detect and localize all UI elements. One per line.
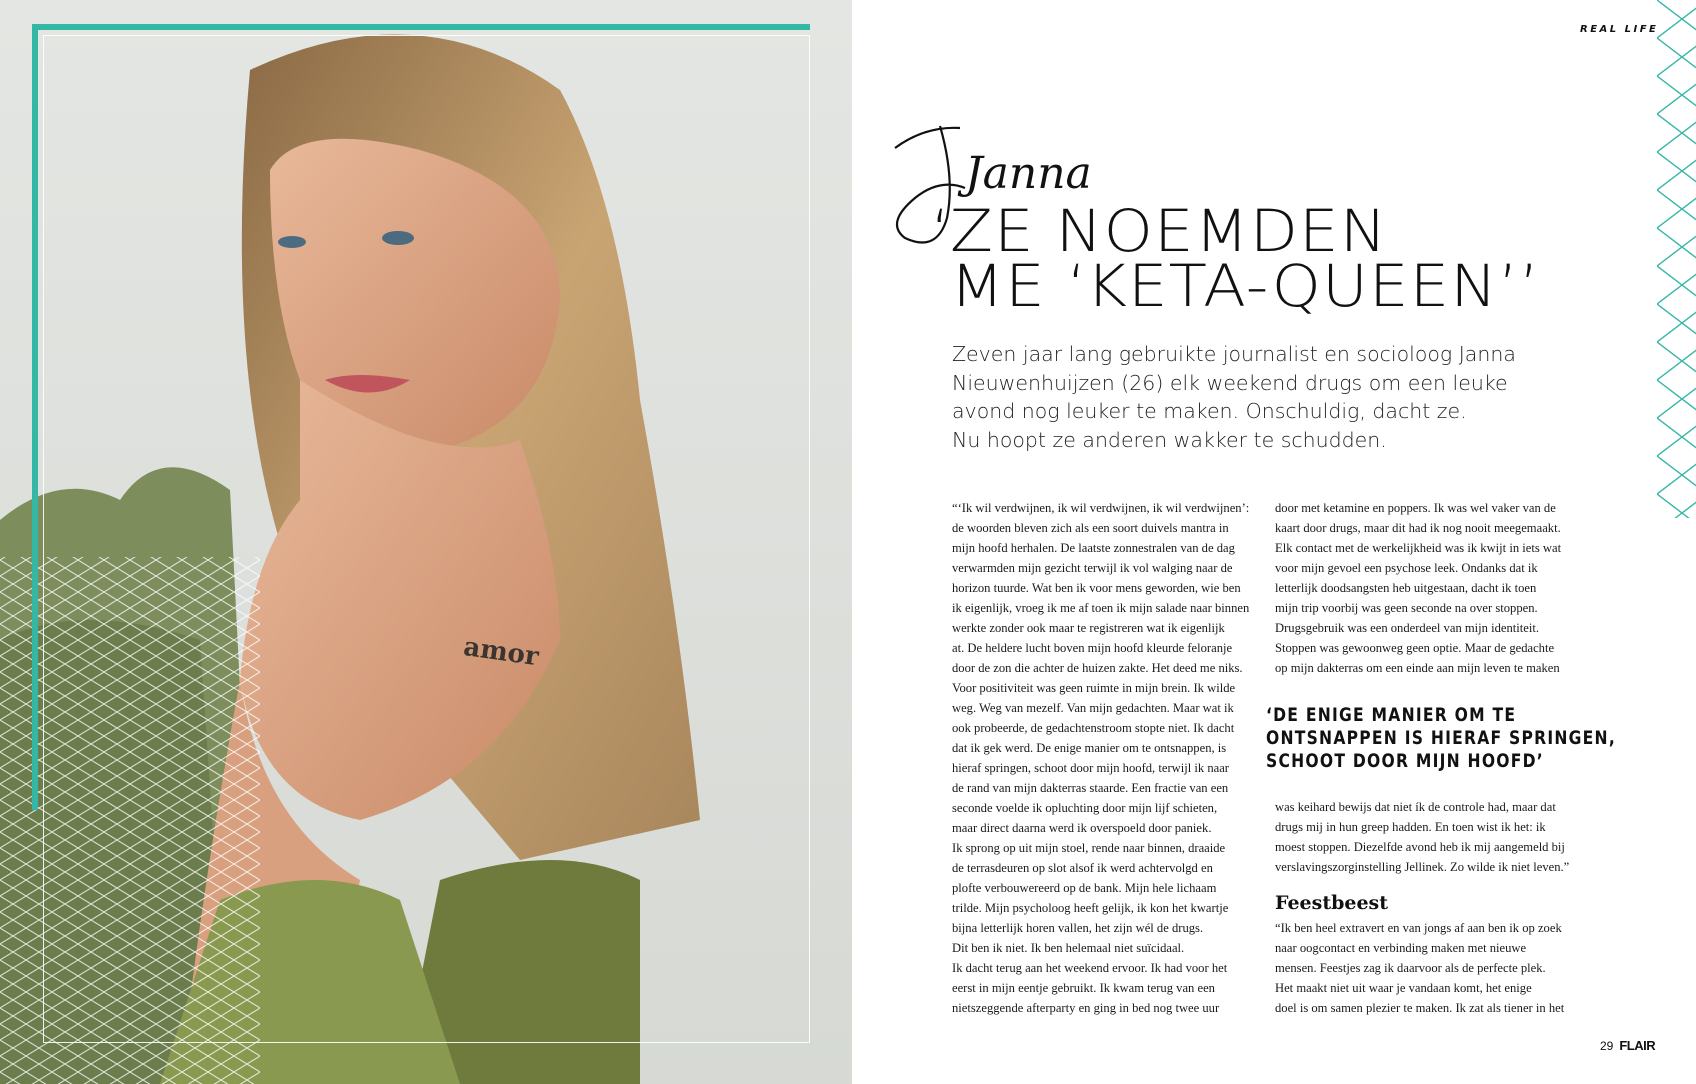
text-line: ONTSNAPPEN IS HIERAF SPRINGEN,: [1266, 727, 1616, 749]
text-line: Drugsgebruik was een onderdeel van mijn identiteit.: [1275, 621, 1540, 635]
text-line: voor mijn gevoel een psychose leek. Ondanks dat ik: [1275, 561, 1538, 575]
text-line: plofte verbouwereerd op de bank. Mijn hele lichaam: [952, 881, 1217, 895]
body-column-2-bottom: [1275, 918, 1585, 1018]
deck-line: avond nog leuker te maken. Onschuldig, dacht ze.: [952, 399, 1467, 423]
text-line: naar oogcontact en verbinding maken met nieuwe: [1275, 941, 1527, 955]
text-line: ook probeerde, de gedachtenstroom stopte niet. Ik dacht: [952, 721, 1235, 735]
text-line: verwarmden mijn gezicht terwijl ik vol walging naar de: [952, 561, 1233, 575]
text-line: letterlijk doodsangsten heb uitgestaan, dacht ik toen: [1275, 581, 1537, 595]
text-line: ‘DE ENIGE MANIER OM TE: [1266, 704, 1517, 726]
text-line: Het maakt niet uit waar je vandaan komt, het enige: [1275, 981, 1532, 995]
headline: [930, 197, 1541, 320]
text-line: door de zon die achter de huizen zakte. Het deed me niks.: [952, 661, 1243, 675]
section-label: REAL LIFE: [1580, 24, 1659, 35]
text-line: maar direct daarna werd ik overspoeld door paniek.: [952, 821, 1212, 835]
deck-line: Zeven jaar lang gebruikte journalist en socioloog Janna: [952, 342, 1516, 366]
intro-deck: [952, 340, 1516, 454]
text-line: de woorden bleven zich als een soort duivels mantra in: [952, 521, 1229, 535]
photo-frame: [43, 35, 810, 1043]
text-line: “Ik ben heel extravert en van jongs af aan ben ik op zoek: [1275, 921, 1562, 935]
text-line: de terrasdeuren op slot alsof ik werd achtervolgd en: [952, 861, 1213, 875]
subheading: Feestbeest: [1275, 892, 1389, 914]
text-line: seconde voelde ik opluchting door mijn lijf schieten,: [952, 801, 1218, 815]
page-number: 29: [1600, 1039, 1614, 1053]
text-line: dat ik gek werd. De enige manier om te ontsnappen, is: [952, 741, 1227, 755]
folio: [1600, 1038, 1655, 1053]
text-line: kaart door drugs, maar dit had ik nog nooit meegemaakt.: [1275, 521, 1561, 535]
text-line: hieraf springen, schoot door mijn hoofd, terwijl ik naar: [952, 761, 1229, 775]
headline-line: ME ‘KETA-QUEEN’’: [950, 252, 1541, 320]
text-line: Stoppen was gewoonweg geen optie. Maar de gedachte: [1275, 641, 1555, 655]
text-line: door met ketamine en poppers. Ik was wel vaker van de: [1275, 501, 1556, 515]
pull-quote: [1266, 704, 1616, 773]
text-line: bijna letterlijk horen vallen, het zijn wél de drugs.: [952, 921, 1204, 935]
text-line: moest stoppen. Diezelfde avond heb ik mij aangemeld bij: [1275, 840, 1565, 854]
text-line: Elk contact met de werkelijkheid was ik kwijt in iets wat: [1275, 541, 1562, 555]
text-line: mensen. Feestjes zag ik daarvoor als de perfecte plek.: [1275, 961, 1546, 975]
tattoo-text: amor: [461, 631, 541, 673]
magazine-logo: FLAIR: [1619, 1038, 1656, 1053]
lattice-strip: [1657, 0, 1696, 518]
text-line: trilde. Mijn psycholoog heeft gelijk, ik kon het kwartje: [952, 901, 1229, 915]
body-column-2-mid: [1275, 797, 1585, 877]
text-line: nietszeggende afterparty en ging in bed nog twee uur: [952, 1001, 1220, 1015]
text-line: Ik sprong op uit mijn stoel, rende naar binnen, draaide: [952, 841, 1226, 855]
text-line: Ik dacht terug aan het weekend ervoor. Ik had voor het: [952, 961, 1228, 975]
text-line: Voor positiviteit was geen ruimte in mijn brein. Ik wilde: [952, 681, 1236, 695]
accent-bar-top: [32, 24, 810, 30]
text-line: op mijn dakterras om een einde aan mijn leven te maken: [1275, 661, 1560, 675]
body-column-1: [952, 498, 1262, 1018]
svg-text:Janna: Janna: [965, 148, 1092, 199]
text-line: Dit ben ik niet. Ik ben helemaal niet suïcidaal.: [952, 941, 1185, 955]
text-line: de rand van mijn dakterras staarde. Een fractie van een: [952, 781, 1229, 795]
text-line: ik eigenlijk, vroeg ik me af toen ik mijn salade naar binnen: [952, 601, 1250, 615]
text-line: at. De heldere lucht boven mijn hoofd kleurde feloranje: [952, 641, 1233, 655]
text-line: horizon tuurde. Wat ben ik voor mens geworden, wie ben: [952, 581, 1241, 595]
text-line: “‘Ik wil verdwijnen, ik wil verdwijnen, ik wil verdwijnen’:: [952, 501, 1250, 515]
text-line: weg. Weg van mezelf. Van mijn gedachten. Maar wat ik: [952, 701, 1234, 715]
accent-bar-left: [32, 24, 38, 810]
deck-line: Nieuwenhuijzen (26) elk weekend drugs om een leuke: [952, 370, 1508, 395]
deck-line: Nu hoopt ze anderen wakker te schudden.: [952, 427, 1387, 452]
text-line: SCHOOT DOOR MIJN HOOFD’: [1266, 750, 1544, 772]
text-line: drugs mij in hun greep hadden. En toen wist ik het: ik: [1275, 820, 1546, 834]
text-line: verslavingszorginstelling Jellinek. Zo wilde ik niet leven.”: [1275, 860, 1570, 874]
text-line: eerst in mijn eentje gebruikt. Ik kwam terug van een: [952, 981, 1215, 995]
text-line: mijn hoofd herhalen. De laatste zonnestralen van de dag: [952, 541, 1235, 555]
body-column-2-top: [1275, 498, 1585, 678]
text-line: doel is om samen plezier te maken. Ik zat als tiener in het: [1275, 1001, 1565, 1015]
headline-line: ZE NOEMDEN: [950, 197, 1388, 265]
text-line: werkte zonder ook maar te registreren wat ik eigenlijk: [952, 621, 1225, 635]
text-line: was keihard bewijs dat niet ík de controle had, maar dat: [1275, 800, 1556, 814]
text-line: mijn trip voorbij was geen seconde na over stoppen.: [1275, 601, 1538, 615]
headline-quote-mark: ‘: [930, 197, 952, 265]
